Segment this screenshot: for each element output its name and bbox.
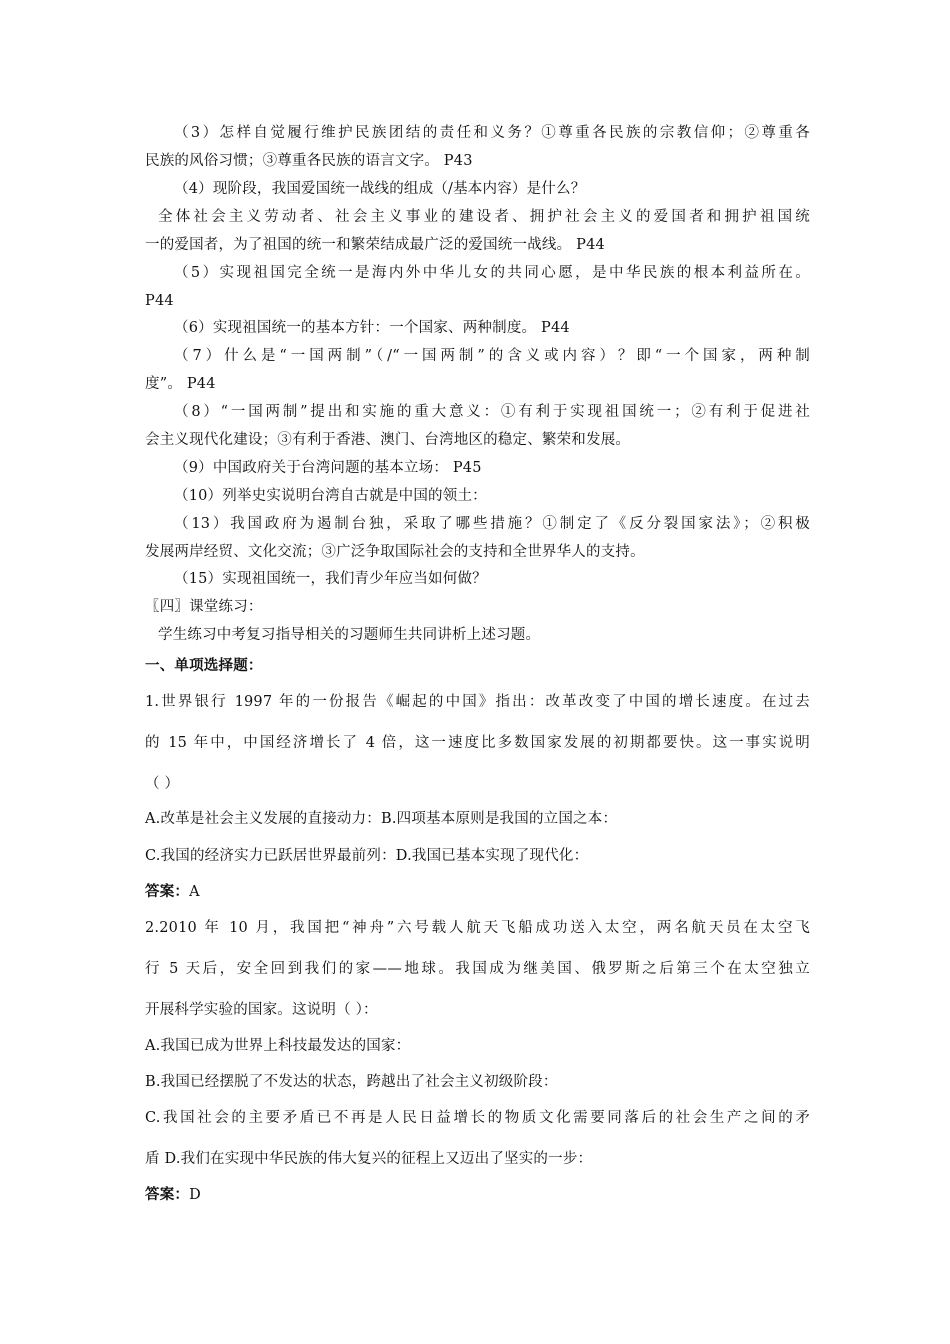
answer-value: D: [189, 1187, 201, 1203]
text-line: （6）实现祖国统一的基本方针：一个国家、两种制度。 P44: [174, 320, 570, 336]
answer-label: 答案：: [145, 883, 190, 900]
question-2-text: 开展科学实验的国家。这说明（ ）：: [145, 1002, 378, 1018]
text-line: 会主义现代化建设；③有利于香港、澳门、台湾地区的稳定、繁荣和发展。: [145, 432, 631, 448]
question-1-answer: [145, 882, 810, 902]
question-1-blank: （ ）: [145, 776, 180, 792]
text-line: （7）什么是“一国两制”（/“一国两制”的含义或内容）？即“一个国家，两种制: [174, 348, 810, 364]
text-line: （9）中国政府关于台湾问题的基本立场： P45: [174, 460, 482, 476]
text-line: 民族的风俗习惯；③尊重各民族的语言文字。 P43: [145, 153, 473, 169]
question-2-option: C.我国社会的主要矛盾已不再是人民日益增长的物质文化需要同落后的社会生产之间的矛: [145, 1110, 810, 1126]
question-2-option: 盾 D.我们在实现中华民族的伟大复兴的征程上又迈出了坚实的一步：: [145, 1151, 593, 1167]
answer-label: 答案：: [145, 1186, 190, 1203]
text-line: 全体社会主义劳动者、社会主义事业的建设者、拥护社会主义的爱国者和拥护祖国统: [158, 209, 810, 225]
section-title: 一、单项选择题：: [145, 657, 263, 674]
question-2-text: 2.2010 年 10 月，我国把“神舟”六号载人航天飞船成功送入太空，两名航天员在太空飞: [145, 920, 810, 936]
answer-value: A: [189, 884, 200, 900]
question-1-options: C.我国的经济实力已跃居世界最前列：D.我国已基本实现了现代化：: [145, 848, 589, 864]
question-2-answer: [145, 1185, 810, 1205]
question-2-option: B.我国已经摆脱了不发达的状态，跨越出了社会主义初级阶段：: [145, 1074, 558, 1090]
text-line: （5）实现祖国完全统一是海内外中华儿女的共同心愿，是中华民族的根本利益所在。: [174, 265, 810, 281]
text-line: 学生练习中考复习指导相关的习题师生共同讲析上述习题。: [158, 627, 541, 643]
question-1-options: A.改革是社会主义发展的直接动力：B.四项基本原则是我国的立国之本：: [145, 811, 618, 827]
text-line: 一的爱国者，为了祖国的统一和繁荣结成最广泛的爱国统一战线。 P44: [145, 237, 605, 253]
section-heading: 〖四〗课堂练习：: [145, 599, 263, 615]
text-line: （8）“一国两制”提出和实施的重大意义：①有利于实现祖国统一；②有利于促进社: [174, 404, 810, 420]
text-line: 发展两岸经贸、文化交流；③广泛争取国际社会的支持和全世界华人的支持。: [145, 544, 645, 560]
question-2-option: A.我国已成为世界上科技最发达的国家：: [145, 1038, 411, 1054]
text-line: （15）实现祖国统一，我们青少年应当如何做？: [174, 571, 487, 587]
question-2-text: 行 5 天后，安全回到我们的家——地球。我国成为继美国、俄罗斯之后第三个在太空独立: [145, 961, 810, 977]
text-line: （4）现阶段，我国爱国统一战线的组成（/基本内容）是什么？: [174, 181, 586, 197]
text-line: （10）列举史实说明台湾自古就是中国的领土：: [174, 488, 487, 504]
text-line: P44: [145, 293, 174, 309]
question-1-text: 1.世界银行 1997 年的一份报告《崛起的中国》指出：改革改变了中国的增长速度。在过去: [145, 694, 810, 710]
text-line: 度”。 P44: [145, 376, 216, 392]
question-1-text: 的 15 年中，中国经济增长了 4 倍，这一速度比多数国家发展的初期都要快。这一事实说明: [145, 735, 810, 751]
text-line: （13）我国政府为遏制台独，采取了哪些措施？①制定了《反分裂国家法》；②积极: [174, 516, 810, 532]
text-line: （3）怎样自觉履行维护民族团结的责任和义务？①尊重各民族的宗教信仰；②尊重各: [174, 125, 810, 141]
